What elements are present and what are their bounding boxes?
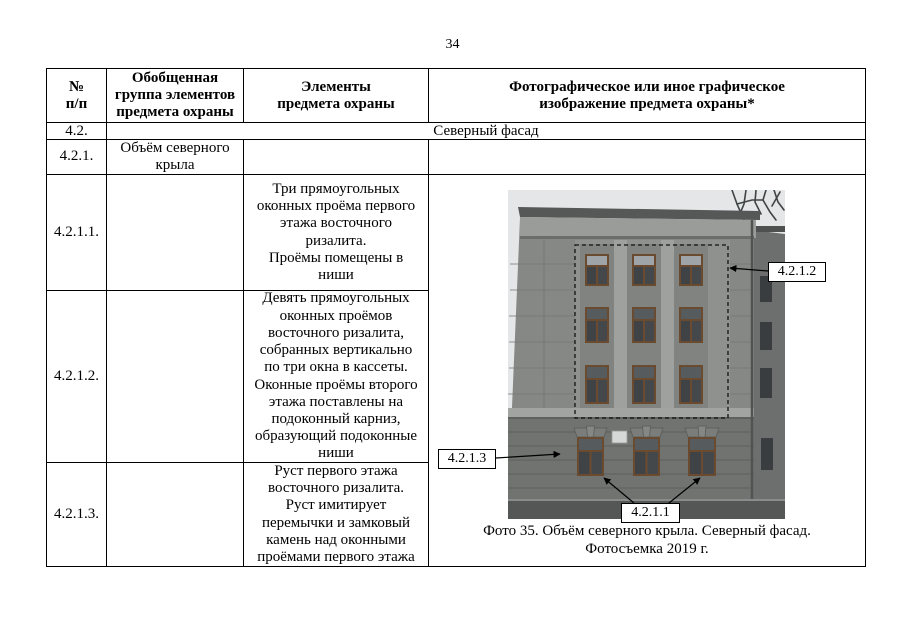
window <box>585 254 609 286</box>
window-transom <box>579 439 602 450</box>
window <box>632 307 656 343</box>
frieze <box>520 217 756 238</box>
empty-cell <box>428 139 866 175</box>
window-pane <box>690 452 701 474</box>
window-pane <box>579 452 590 474</box>
ground-floor-window <box>633 437 660 476</box>
empty-cell <box>106 462 244 567</box>
window-pane <box>681 321 690 341</box>
window-pane <box>598 267 607 284</box>
row-element-text: Три прямоугольных оконных проёма первого этажа восточного ризалита. Проёмы помещены в ниши <box>243 174 429 291</box>
window-pane <box>634 267 643 284</box>
header-number: № п/п <box>46 68 107 123</box>
photo-caption: Фото 35. Объём северного крыла. Северный фасад. Фотосъемка 2019 г. <box>483 523 811 557</box>
adjacent-cornice <box>752 226 785 232</box>
group-number: 4.2.1. <box>46 139 107 175</box>
row-number: 4.2.1.1. <box>46 174 107 291</box>
group-name: Объём северного крыла <box>106 139 244 175</box>
window-transom <box>634 256 654 265</box>
window-pane <box>648 452 659 474</box>
window-pane <box>634 321 643 341</box>
section-title: Северный фасад <box>106 122 866 140</box>
keystone <box>587 426 595 437</box>
window-pane <box>645 380 654 402</box>
window-transom <box>681 256 701 265</box>
window <box>632 254 656 286</box>
row-element-text: Девять прямоугольных оконных проёмов восточного ризалита, собранных вертикально по три окна в кассеты. Оконные проёмы второго этажа поставлены на подоконный карниз, образующий подоконные ниши <box>243 290 429 463</box>
window-pane <box>692 267 701 284</box>
sill-cornice <box>508 408 754 417</box>
header-group: Обобщенная группа элементов предмета охраны <box>106 68 244 123</box>
window-transom <box>587 309 607 319</box>
callout-label-upper-windows: 4.2.1.2 <box>768 262 826 282</box>
window-pane <box>587 321 596 341</box>
ground-floor-window <box>577 437 604 476</box>
window-pane <box>681 380 690 402</box>
window <box>679 307 703 343</box>
window-pane <box>681 267 690 284</box>
page-number: 34 <box>445 37 460 52</box>
window <box>585 307 609 343</box>
window-pane <box>645 321 654 341</box>
window-pane <box>703 452 714 474</box>
callout-label-ground-windows: 4.2.1.1 <box>621 503 680 523</box>
window-transom <box>587 367 607 378</box>
window-pane <box>634 380 643 402</box>
empty-cell <box>106 290 244 463</box>
window-transom <box>587 256 607 265</box>
keystone <box>643 426 651 437</box>
window-pane <box>598 380 607 402</box>
air-conditioner <box>612 431 627 443</box>
row-number: 4.2.1.3. <box>46 462 107 567</box>
frieze-shadow <box>520 236 754 239</box>
window-pane <box>635 452 646 474</box>
callout-label-rustication: 4.2.1.3 <box>438 449 496 469</box>
window <box>585 365 609 404</box>
header-elements: Элементы предмета охраны <box>243 68 429 123</box>
adjacent-window <box>760 368 772 398</box>
window-pane <box>587 267 596 284</box>
window-pane <box>645 267 654 284</box>
row-number: 4.2.1.2. <box>46 290 107 463</box>
window-transom <box>681 309 701 319</box>
window-pane <box>692 380 701 402</box>
empty-cell <box>106 174 244 291</box>
window-pane <box>592 452 603 474</box>
empty-cell <box>243 139 429 175</box>
row-element-text: Руст первого этажа восточного ризалита. Руст имитирует перемычки и замковый камень над оконными проёмами первого этажа <box>243 462 429 567</box>
pilaster <box>661 240 674 410</box>
window-pane <box>598 321 607 341</box>
window <box>679 365 703 404</box>
window-pane <box>692 321 701 341</box>
window <box>679 254 703 286</box>
window-transom <box>635 439 658 450</box>
header-image: Фотографическое или иное графическое изображение предмета охраны* <box>428 68 866 123</box>
window-pane <box>587 380 596 402</box>
keystone <box>698 426 706 437</box>
adjacent-window <box>761 438 773 470</box>
window <box>632 365 656 404</box>
pilaster <box>614 240 627 410</box>
window-transom <box>634 309 654 319</box>
ground-floor-window <box>688 437 716 476</box>
window-transom <box>681 367 701 378</box>
adjacent-window <box>760 322 772 350</box>
window-transom <box>634 367 654 378</box>
building-photo <box>508 190 785 519</box>
section-number: 4.2. <box>46 122 107 140</box>
window-transom <box>690 439 714 450</box>
